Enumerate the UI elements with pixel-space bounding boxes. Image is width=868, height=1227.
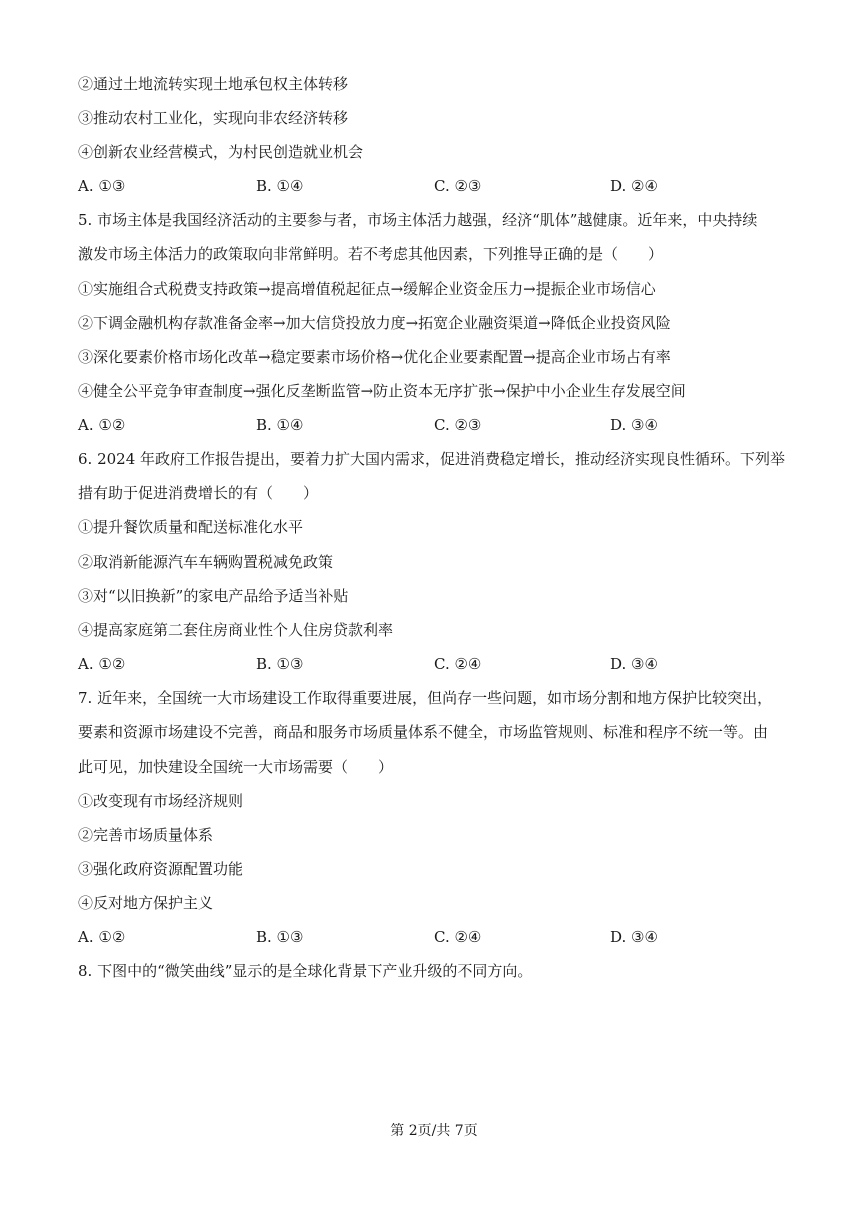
- q7-item-1: ①改变现有市场经济规则: [78, 792, 244, 810]
- q7-stem-line-3: 此可见，加快建设全国统一大市场需要（ ）: [78, 758, 394, 776]
- q5-option-b: B. ①④: [256, 416, 304, 434]
- q5-option-c: C. ②③: [434, 416, 482, 434]
- q7-option-d: D. ③④: [610, 928, 658, 946]
- q6-stem-line-1: 6. 2024 年政府工作报告提出，要着力扩大国内需求，促进消费稳定增长，推动经济实现良性循环。下列举: [78, 450, 786, 468]
- q8-stem-line-1: 8. 下图中的“微笑曲线”显示的是全球化背景下产业升级的不同方向。: [78, 962, 533, 980]
- q6-item-3: ③对“以旧换新”的家电产品给予适当补贴: [78, 587, 349, 605]
- q5-item-3: ③深化要素价格市场化改革→稳定要素市场价格→优化企业要素配置→提高企业市场占有率: [78, 348, 671, 366]
- page-number: 第 2页/共 7页: [390, 1123, 478, 1139]
- q6-option-c: C. ②④: [434, 655, 482, 673]
- q7-stem-line-1: 7. 近年来，全国统一大市场建设工作取得重要进展，但尚存一些问题，如市场分割和地方保护比较突出，: [78, 689, 773, 707]
- q7-item-4: ④反对地方保护主义: [78, 894, 214, 912]
- q5-item-2: ②下调金融机构存款准备金率→加大信贷投放力度→拓宽企业融资渠道→降低企业投资风险: [78, 314, 671, 332]
- q6-item-4: ④提高家庭第二套住房商业性个人住房贷款利率: [78, 621, 394, 639]
- q4-option-c: C. ②③: [434, 177, 482, 195]
- q6-option-d: D. ③④: [610, 655, 658, 673]
- q6-option-b: B. ①③: [256, 655, 304, 673]
- q4-item-3: ③推动农村工业化，实现向非农经济转移: [78, 109, 349, 127]
- q7-item-2: ②完善市场质量体系: [78, 826, 214, 844]
- q6-item-1: ①提升餐饮质量和配送标准化水平: [78, 518, 304, 536]
- q4-option-d: D. ②④: [610, 177, 658, 195]
- q4-item-2: ②通过土地流转实现土地承包权主体转移: [78, 75, 349, 93]
- q7-stem-line-2: 要素和资源市场建设不完善，商品和服务市场质量体系不健全，市场监管规则、标准和程序不统一等。由: [78, 723, 769, 741]
- q5-stem-line-2: 激发市场主体活力的政策取向非常鲜明。若不考虑其他因素，下列推导正确的是（ ）: [78, 245, 664, 263]
- q4-item-4: ④创新农业经营模式，为村民创造就业机会: [78, 143, 364, 161]
- q5-item-1: ①实施组合式税费支持政策→提高增值税起征点→缓解企业资金压力→提振企业市场信心: [78, 280, 656, 298]
- q5-stem-line-1: 5. 市场主体是我国经济活动的主要参与者，市场主体活力越强，经济“肌体”越健康。近年来，中央持续: [78, 211, 758, 229]
- q7-item-3: ③强化政府资源配置功能: [78, 860, 244, 878]
- q6-option-a: A. ①②: [78, 655, 126, 673]
- q5-option-d: D. ③④: [610, 416, 658, 434]
- q7-option-b: B. ①③: [256, 928, 304, 946]
- q5-item-4: ④健全公平竞争审查制度→强化反垄断监管→防止资本无序扩张→保护中小企业生存发展空间: [78, 382, 686, 400]
- q4-option-a: A. ①③: [78, 177, 126, 195]
- q7-option-a: A. ①②: [78, 928, 126, 946]
- q5-option-a: A. ①②: [78, 416, 126, 434]
- q7-option-c: C. ②④: [434, 928, 482, 946]
- q6-stem-line-2: 措有助于促进消费增长的有（ ）: [78, 484, 319, 502]
- q4-option-b: B. ①④: [256, 177, 304, 195]
- q6-item-2: ②取消新能源汽车车辆购置税减免政策: [78, 553, 334, 571]
